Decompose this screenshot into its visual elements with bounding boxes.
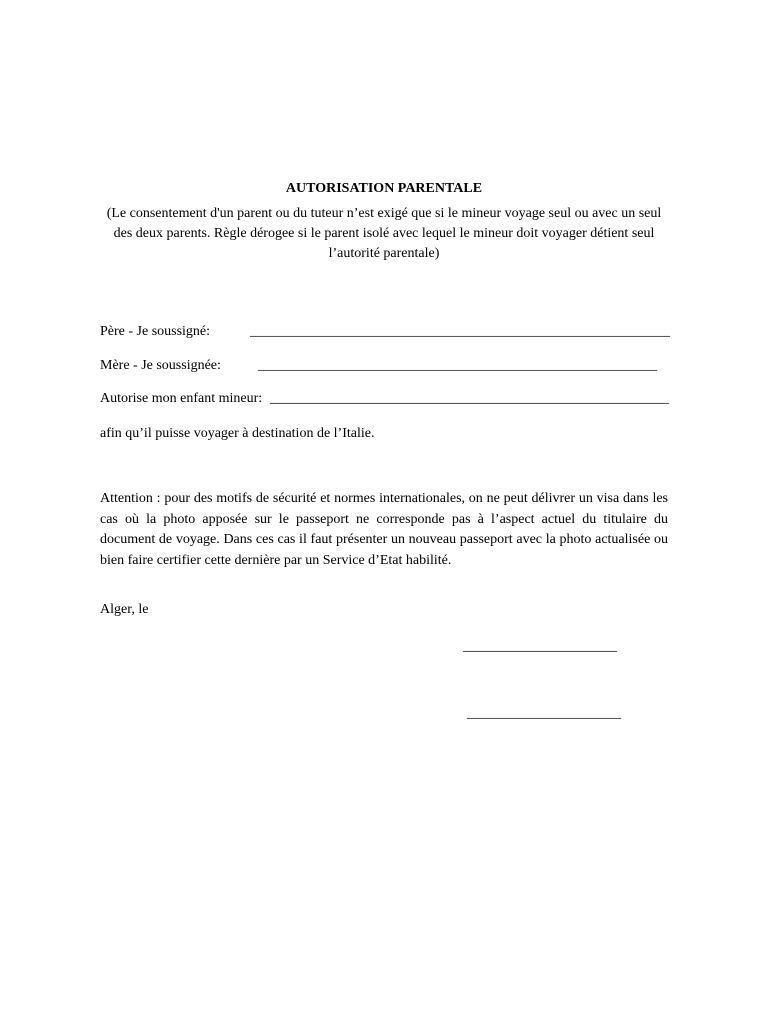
- destination-text: afin qu’il puisse voyager à destination de l’Italie.: [100, 426, 375, 441]
- document-subtitle: (Le consentement d'un parent ou du tuteur n’est exigé que si le mineur voyage seul ou avec un seul des deux parents. Règle dérogee si le parent isolé avec lequel le mineur doit voyager détient seul l’autorité parentale): [106, 206, 662, 261]
- signature-line-2: ______________________: [467, 706, 621, 721]
- mere-label: Mère - Je soussignée:: [100, 358, 221, 373]
- pere-label: Père - Je soussigné:: [100, 324, 211, 339]
- signature-line-1: ______________________: [463, 639, 617, 654]
- place-date: Alger, le: [100, 602, 149, 617]
- enfant-blank-line: _________________________________________________________: [270, 391, 669, 406]
- pere-blank-line: ____________________________________________________________: [250, 324, 670, 339]
- attention-paragraph: Attention : pour des motifs de sécurité et normes internationales, on ne peut délivrer un visa dans les cas où la photo apposée sur le passeport ne corresponde pas à l’aspect actuel du titulaire du document de voyage. Dans ces cas il faut présenter un nouveau passeport avec la photo actualisée ou bien faire certifier cette dernière par un Service d’Etat habilité.: [100, 491, 668, 568]
- document-title: AUTORISATION PARENTALE: [285, 181, 483, 196]
- mere-blank-line: _________________________________________________________: [258, 358, 657, 373]
- enfant-label: Autorise mon enfant mineur:: [100, 391, 263, 406]
